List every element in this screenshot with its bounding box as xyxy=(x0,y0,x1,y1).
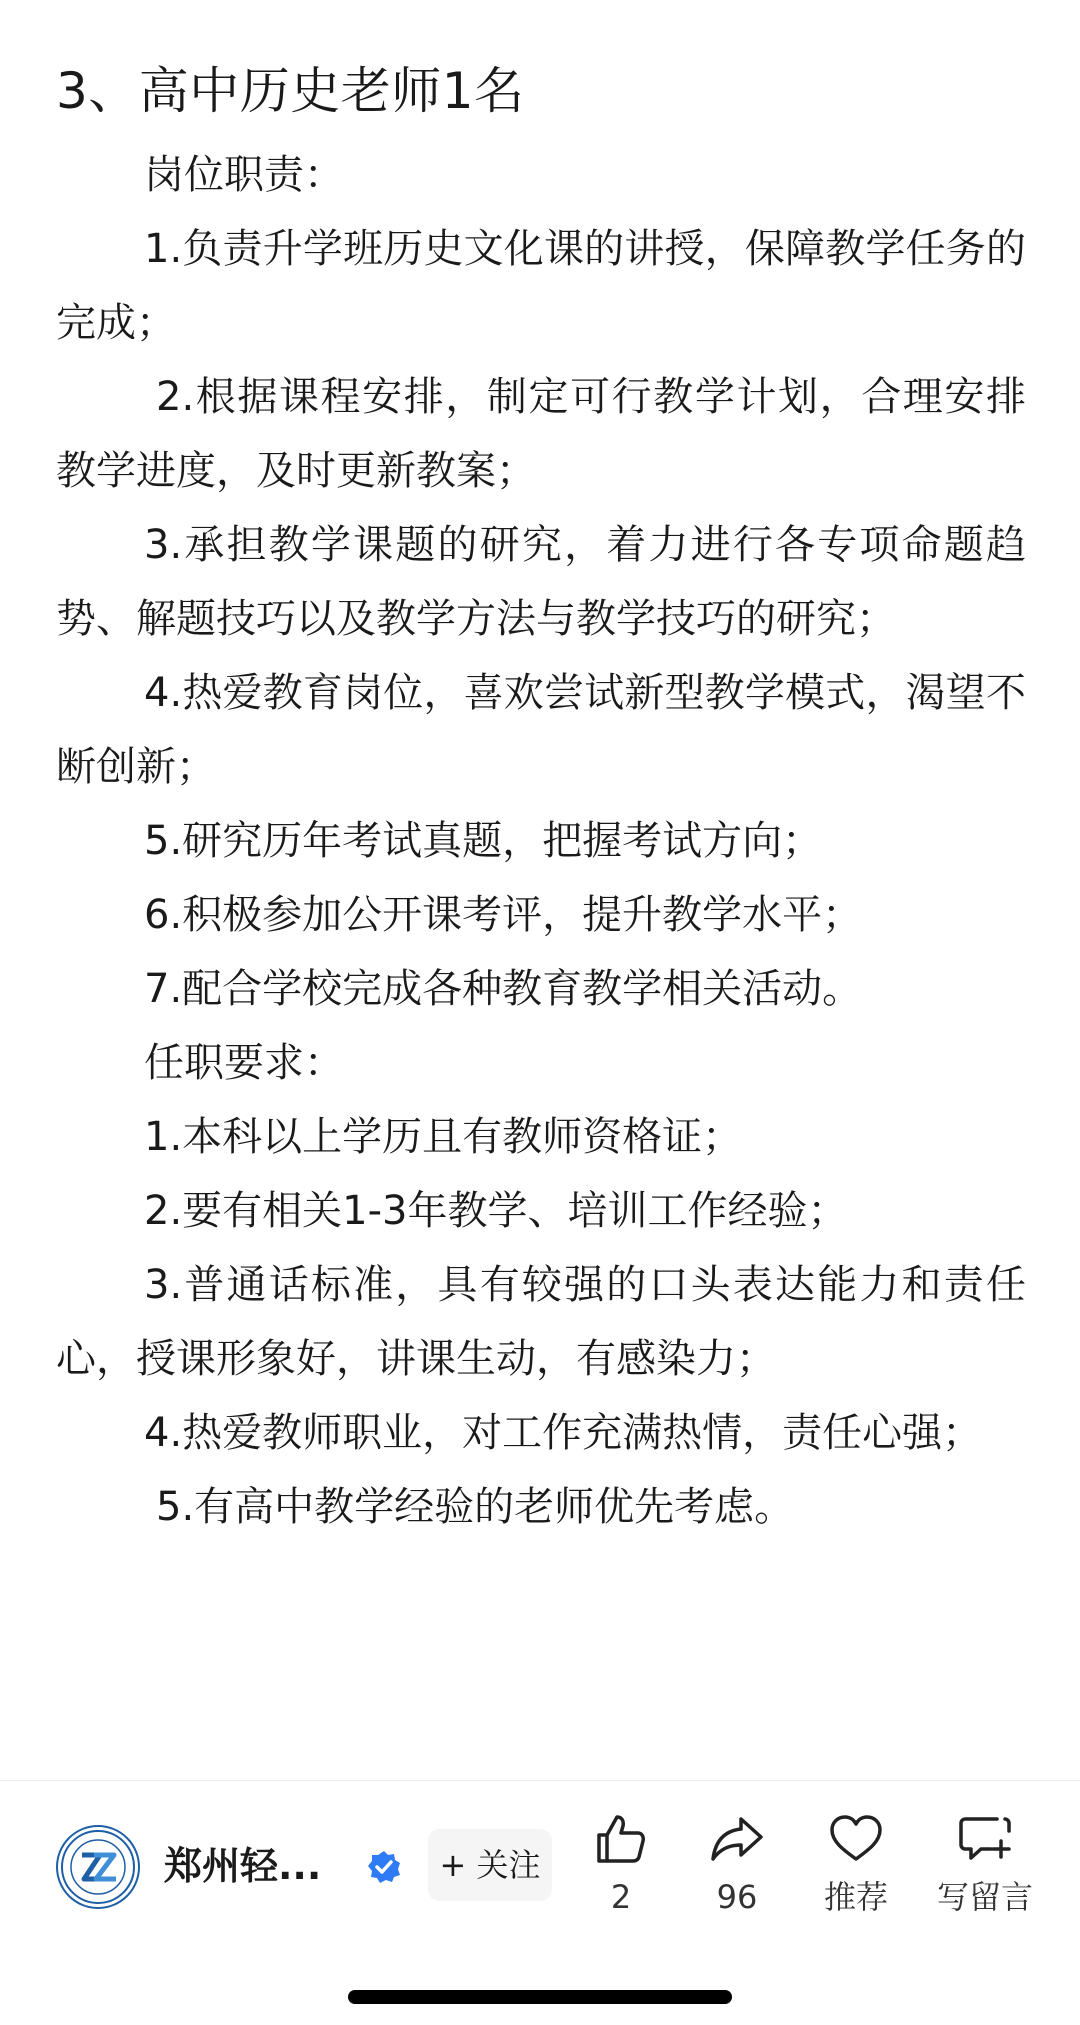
article-body xyxy=(56,48,1026,1544)
article-paragraph: 5.有高中教学经验的老师优先考虑。 xyxy=(156,1484,795,1530)
write-comment-button[interactable] xyxy=(920,1811,1050,1931)
heart-icon xyxy=(828,1811,884,1867)
article-paragraph: 2.要有相关1-3年教学、培训工作经验； xyxy=(144,1188,848,1234)
follow-button[interactable]: + 关注 xyxy=(428,1829,552,1901)
article-paragraph: 任职要求： xyxy=(144,1040,344,1086)
school-logo-icon xyxy=(58,1827,138,1907)
paragraph-list xyxy=(56,138,1026,1544)
article-paragraph: 岗位职责： xyxy=(144,152,344,198)
like-count: 2 xyxy=(610,1878,632,1916)
article-paragraph: 1.本科以上学历且有教师资格证； xyxy=(144,1114,743,1160)
share-arrow-icon xyxy=(709,1811,765,1867)
article-paragraph: 4.热爱教育岗位，喜欢尝试新型教学模式，渴望不断创新； xyxy=(56,670,1026,790)
like-button[interactable] xyxy=(566,1811,676,1931)
article-paragraph: 5.研究历年考试真题，把握考试方向； xyxy=(144,818,823,864)
recommend-button[interactable] xyxy=(801,1811,911,1931)
share-button[interactable] xyxy=(682,1811,792,1931)
article-paragraph: 1.负责升学班历史文化课的讲授，保障教学任务的完成； xyxy=(56,226,1026,346)
recommend-label: 推荐 xyxy=(823,1878,888,1916)
write-comment-label: 写留言 xyxy=(936,1878,1033,1916)
article-paragraph: 4.热爱教师职业，对工作充满热情，责任心强； xyxy=(144,1410,983,1456)
article-paragraph: 7.配合学校完成各种教育教学相关活动。 xyxy=(144,966,863,1012)
article-heading: 3、高中历史老师1名 xyxy=(56,62,525,120)
comment-plus-icon xyxy=(957,1811,1013,1867)
article-paragraph: 3.承担教学课题的研究，着力进行各专项命题趋势、解题技巧以及教学方法与教学技巧的研究； xyxy=(56,522,1026,642)
verified-badge-icon xyxy=(366,1849,402,1885)
account-avatar[interactable] xyxy=(56,1825,140,1909)
account-name[interactable]: 郑州轻... xyxy=(164,1844,322,1888)
article-paragraph: 3.普通话标准，具有较强的口头表达能力和责任心，授课形象好，讲课生动，有感染力； xyxy=(56,1262,1026,1382)
share-count: 96 xyxy=(716,1878,758,1916)
article-paragraph: 2.根据课程安排，制定可行教学计划，合理安排教学进度，及时更新教案； xyxy=(56,374,1026,494)
thumbs-up-icon xyxy=(593,1811,649,1867)
home-indicator[interactable] xyxy=(348,1990,732,2004)
article-paragraph: 6.积极参加公开课考评，提升教学水平； xyxy=(144,892,863,938)
bottom-action-bar xyxy=(0,1780,1080,1961)
